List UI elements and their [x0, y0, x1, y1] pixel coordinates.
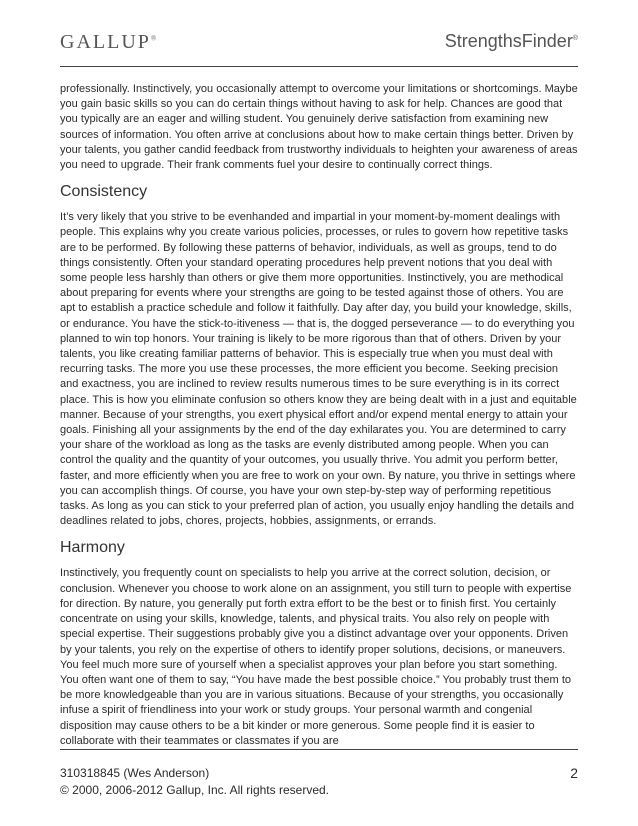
footer-divider — [60, 749, 578, 750]
copyright-notice: © 2000, 2006-2012 Gallup, Inc. All rights reserved. — [60, 783, 329, 797]
logo-registered-mark: ® — [150, 34, 157, 43]
report-id: 310318845 (Wes Anderson) — [60, 766, 210, 780]
header-divider — [60, 66, 578, 67]
brand-registered-mark: ® — [572, 35, 578, 42]
gallup-logo — [60, 31, 156, 54]
page-footer — [60, 765, 578, 799]
report-body — [60, 82, 578, 749]
harmony-heading: Harmony — [60, 539, 125, 557]
harmony-paragraph: Instinctively, you frequently count on specialists to help you arrive at the correct solution, decision, or conclusion. Whenever you choose to work alone on an assignment, you still turn to people with expertise for direction. By nature, you generally put forth extra effort to be the best or to finish first. You certainly concentrate on using your skills, knowledge, talents, and physical traits. You also rely on people with special expertise. Their suggestions probably give you a distinct advantage over your opponents. Driven by your talents, you rely on the expertise of others to identify proper solutions, decisions, or maneuvers. You feel much more sure of yourself when a specialist approves your plan before you start something. You often want one of them to say, “You have made the best possible choice.” You probably trust them to be more knowledgeable than you are in various situations. Because of your strengths, you occasionally infuse a spirit of friendliness into your work or study groups. Your personal warmth and congenial disposition may cause others to be a bit kinder or more generous. Some people find it is easier to collaborate with their teammates or classmates if you are — [60, 567, 572, 747]
page-header — [60, 28, 578, 78]
consistency-paragraph: It’s very likely that you strive to be evenhanded and impartial in your moment-by-moment dealings with people. This explains why you create various policies, processes, or rules to govern how repetitive tasks are to be performed. By following these patterns of behavior, individuals, as well as groups, tend to do things consistently. Often your standard operating procedures help prevent notions that you deal with some people less harshly than others or give them more opportunities. Instinctively, you are methodical about preparing for events where your strengths are going to be tested against those of others. You are apt to establish a practice schedule and follow it faithfully. Day after day, you build your knowledge, skills, or endurance. You have the stick-to-itiveness — that is, the dogged perseverance — to do everything you planned to win top honors. Your training is likely to be more rigorous than that of others. Driven by your talents, you like creating familiar patterns of behavior. This is especially true when you must deal with recurring tasks. The more you use these processes, the more efficient you become. Seeking precision and exactness, you are inclined to review results numerous times to be sure everything is in its correct place. This is how you eliminate confusion so others know they are being dealt with in a just and equitable manner. Because of your strengths, you exert physical effort and/or expend mental energy to attain your goals. Finishing all your assignments by the end of the day exhilarates you. You are determined to carry your share of the workload as long as the tasks are evenly distributed among people. When you can control the quality and the quantity of your outcomes, you usually thrive. You admit you perform better, faster, and more efficiently when you are free to work on your own. By nature, you thrive in settings where you can accomplish things. Of course, you have your own step-by-step way of performing repetitious tasks. As long as you can stick to your preferred plan of action, you usually enjoy handling the details and deadlines related to jobs, chores, projects, hobbies, assignments, or errands. — [60, 211, 577, 528]
brand-text: StrengthsFinder — [444, 31, 573, 51]
logo-text: GALLUP — [60, 31, 151, 53]
intro-paragraph: professionally. Instinctively, you occasionally attempt to overcome your limitations or shortcomings. Maybe you gain basic skills so you can do certain things without having to ask for help. Chances are good that you typically are an eager and willing student. You genuinely derive satisfaction from examining new sources of information. You often arrive at conclusions about how to make certain things better. Driven by your talents, you gather candid feedback from trustworthy individuals to heighten your awareness of areas you need to upgrade. Their frank comments fuel your desire to continually correct things. — [60, 83, 578, 172]
page-number: 2 — [570, 765, 578, 781]
strengthsfinder-brand — [445, 31, 578, 52]
consistency-heading: Consistency — [60, 183, 148, 201]
